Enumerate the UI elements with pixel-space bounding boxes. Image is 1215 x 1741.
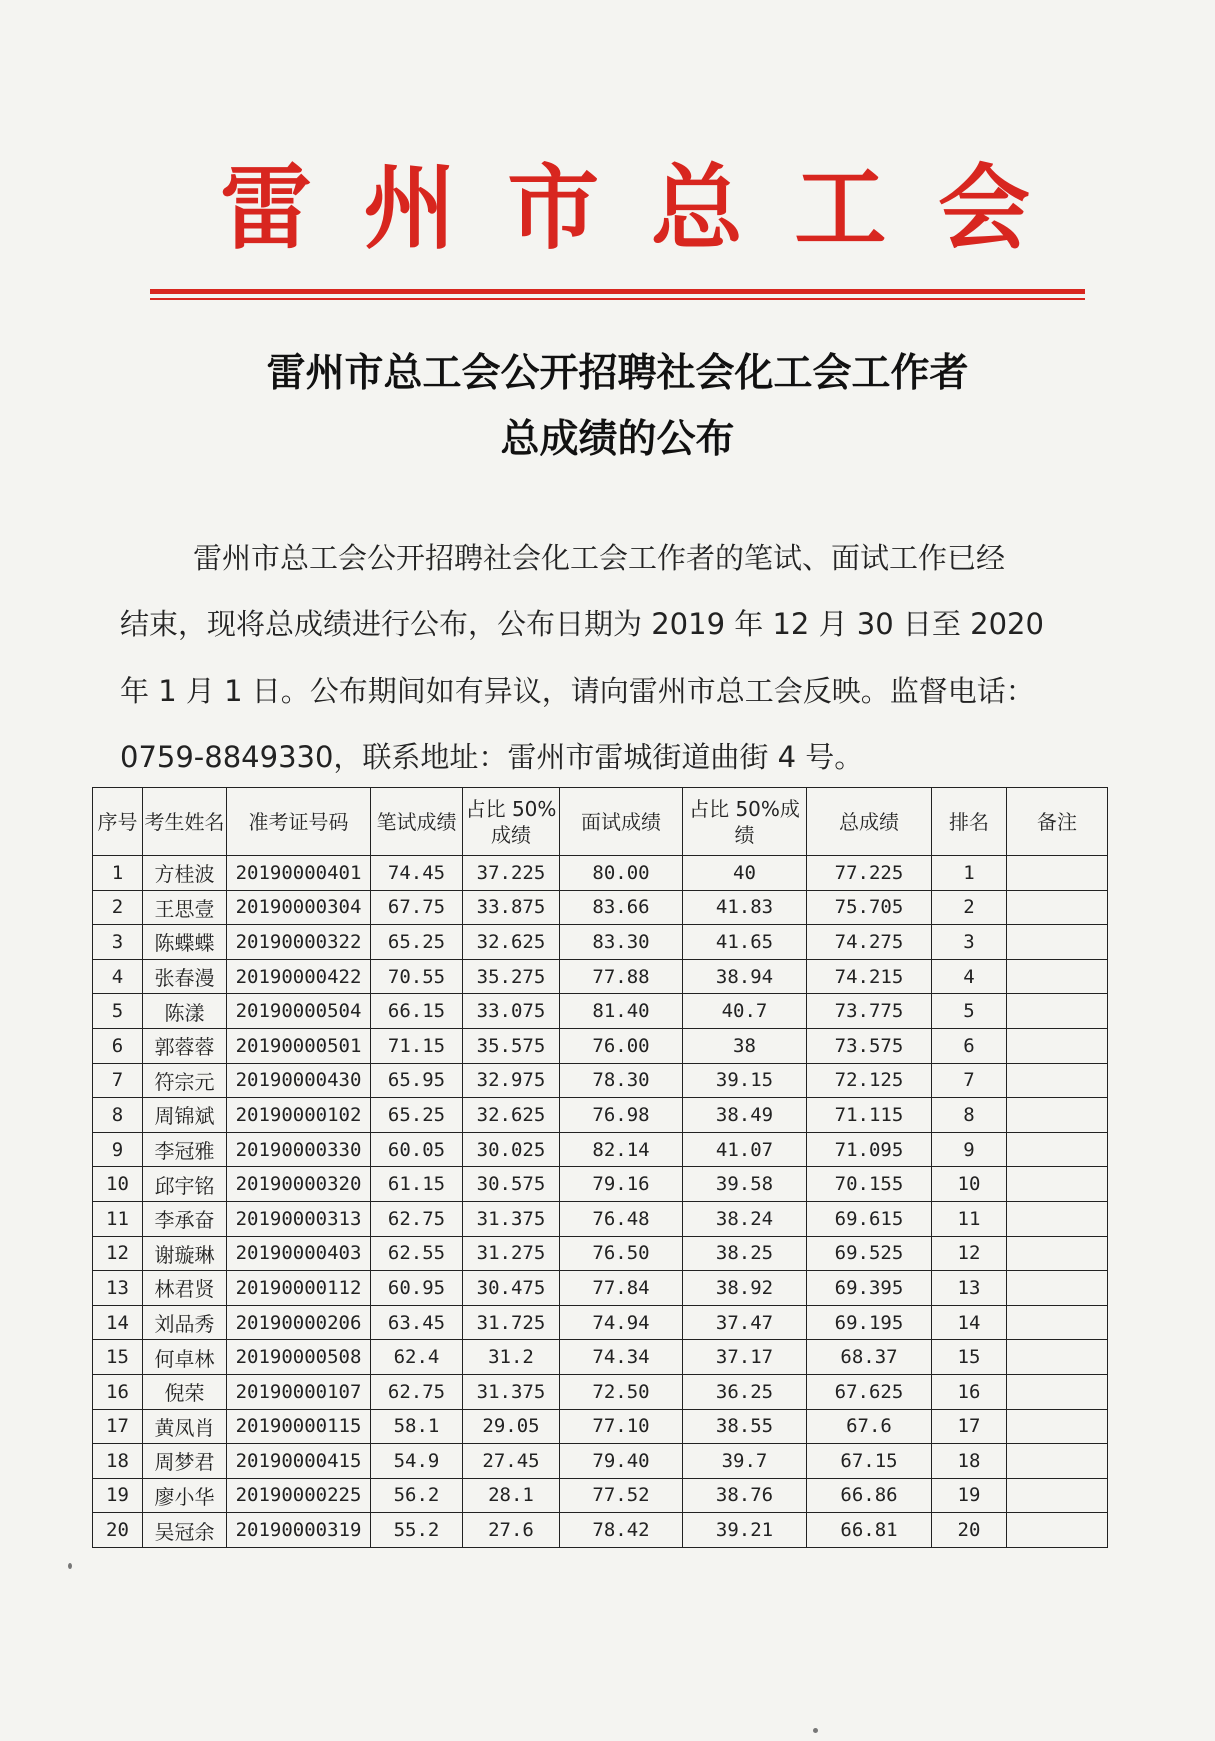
table-cell: 36.25 — [683, 1374, 807, 1409]
table-cell: 68.37 — [807, 1340, 932, 1375]
table-cell — [1007, 1236, 1108, 1271]
table-cell: 38.76 — [683, 1478, 807, 1513]
table-cell — [1007, 1098, 1108, 1133]
table-cell: 6 — [93, 1028, 143, 1063]
table-cell: 吴冠余 — [143, 1513, 227, 1548]
table-cell — [1007, 1132, 1108, 1167]
table-cell: 76.00 — [560, 1028, 683, 1063]
table-cell: 4 — [93, 959, 143, 994]
table-cell: 20190000401 — [227, 856, 371, 891]
table-cell: 16 — [93, 1374, 143, 1409]
letterhead-char: 会 — [937, 154, 1030, 262]
table-cell: 17 — [932, 1409, 1007, 1444]
table-cell: 5 — [93, 994, 143, 1029]
scan-speck — [68, 1563, 72, 1569]
table-cell: 6 — [932, 1028, 1007, 1063]
table-row — [93, 994, 1108, 1029]
table-cell: 林君贤 — [143, 1271, 227, 1306]
table-cell: 38.25 — [683, 1236, 807, 1271]
table-cell: 31.725 — [463, 1305, 560, 1340]
table-cell: 76.48 — [560, 1201, 683, 1236]
column-header: 占比 50%成绩 — [463, 788, 560, 856]
document-title-line2: 总成绩的公布 — [500, 417, 735, 462]
table-cell: 李冠雅 — [143, 1132, 227, 1167]
table-cell: 74.34 — [560, 1340, 683, 1375]
table-cell: 74.94 — [560, 1305, 683, 1340]
table-cell: 69.195 — [807, 1305, 932, 1340]
table-cell — [1007, 1340, 1108, 1375]
table-cell: 7 — [93, 1063, 143, 1098]
table-cell: 方桂波 — [143, 856, 227, 891]
score-table — [92, 787, 1108, 1548]
table-cell: 31.2 — [463, 1340, 560, 1375]
table-row — [93, 1340, 1108, 1375]
table-cell: 刘品秀 — [143, 1305, 227, 1340]
table-cell: 何卓林 — [143, 1340, 227, 1375]
table-cell: 69.525 — [807, 1236, 932, 1271]
table-cell: 54.9 — [371, 1444, 463, 1479]
table-cell: 14 — [932, 1305, 1007, 1340]
table-cell: 5 — [932, 994, 1007, 1029]
table-cell: 66.15 — [371, 994, 463, 1029]
table-cell: 30.475 — [463, 1271, 560, 1306]
table-cell: 13 — [93, 1271, 143, 1306]
table-cell: 79.16 — [560, 1167, 683, 1202]
table-cell: 王思壹 — [143, 890, 227, 925]
table-cell: 10 — [932, 1167, 1007, 1202]
table-cell: 73.775 — [807, 994, 932, 1029]
table-cell: 81.40 — [560, 994, 683, 1029]
table-cell: 74.275 — [807, 925, 932, 960]
table-cell: 20190000330 — [227, 1132, 371, 1167]
table-cell: 32.975 — [463, 1063, 560, 1098]
table-cell: 29.05 — [463, 1409, 560, 1444]
table-cell: 31.275 — [463, 1236, 560, 1271]
table-row — [93, 925, 1108, 960]
table-cell: 廖小华 — [143, 1478, 227, 1513]
table-cell — [1007, 1478, 1108, 1513]
table-cell: 56.2 — [371, 1478, 463, 1513]
table-cell: 38.92 — [683, 1271, 807, 1306]
table-cell: 77.52 — [560, 1478, 683, 1513]
table-cell: 33.875 — [463, 890, 560, 925]
table-cell: 67.625 — [807, 1374, 932, 1409]
column-header: 考生姓名 — [143, 788, 227, 856]
table-cell: 71.15 — [371, 1028, 463, 1063]
table-cell: 符宗元 — [143, 1063, 227, 1098]
table-cell: 77.10 — [560, 1409, 683, 1444]
table-cell: 8 — [93, 1098, 143, 1133]
table-cell: 31.375 — [463, 1201, 560, 1236]
table-cell — [1007, 1444, 1108, 1479]
table-cell: 16 — [932, 1374, 1007, 1409]
table-cell: 78.30 — [560, 1063, 683, 1098]
table-cell — [1007, 959, 1108, 994]
table-body — [93, 856, 1108, 1548]
table-cell: 41.65 — [683, 925, 807, 960]
table-cell: 33.075 — [463, 994, 560, 1029]
org-letterhead — [220, 154, 1030, 262]
table-cell: 7 — [932, 1063, 1007, 1098]
table-cell: 28.1 — [463, 1478, 560, 1513]
table-row — [93, 1098, 1108, 1133]
table-cell: 1 — [93, 856, 143, 891]
table-cell: 20190000415 — [227, 1444, 371, 1479]
table-cell: 8 — [932, 1098, 1007, 1133]
table-cell: 66.86 — [807, 1478, 932, 1513]
table-cell — [1007, 1409, 1108, 1444]
table-cell: 20190000313 — [227, 1201, 371, 1236]
table-cell: 65.25 — [371, 925, 463, 960]
table-cell: 20190000319 — [227, 1513, 371, 1548]
table-cell: 60.95 — [371, 1271, 463, 1306]
table-cell: 30.025 — [463, 1132, 560, 1167]
table-cell: 67.15 — [807, 1444, 932, 1479]
table-cell: 郭蓉蓉 — [143, 1028, 227, 1063]
letterhead-char: 总 — [650, 154, 743, 262]
column-header: 备注 — [1007, 788, 1108, 856]
table-cell: 20190000504 — [227, 994, 371, 1029]
column-header: 笔试成绩 — [371, 788, 463, 856]
table-cell: 12 — [932, 1236, 1007, 1271]
table-row — [93, 1201, 1108, 1236]
table-cell: 62.75 — [371, 1201, 463, 1236]
table-cell: 谢璇琳 — [143, 1236, 227, 1271]
column-header: 总成绩 — [807, 788, 932, 856]
table-cell: 38.24 — [683, 1201, 807, 1236]
table-cell: 38.94 — [683, 959, 807, 994]
table-cell: 75.705 — [807, 890, 932, 925]
table-cell: 76.98 — [560, 1098, 683, 1133]
body-text-line: 雷州市总工会公开招聘社会化工会工作者的笔试、面试工作已经 — [193, 541, 1006, 575]
table-cell: 73.575 — [807, 1028, 932, 1063]
table-cell: 1 — [932, 856, 1007, 891]
table-cell: 20190000225 — [227, 1478, 371, 1513]
table-cell: 62.4 — [371, 1340, 463, 1375]
table-cell: 71.115 — [807, 1098, 932, 1133]
column-header: 占比 50%成绩 — [683, 788, 807, 856]
table-cell: 60.05 — [371, 1132, 463, 1167]
table-cell: 67.6 — [807, 1409, 932, 1444]
column-header: 准考证号码 — [227, 788, 371, 856]
table-cell: 20 — [93, 1513, 143, 1548]
table-cell: 37.225 — [463, 856, 560, 891]
table-cell: 18 — [932, 1444, 1007, 1479]
table-cell: 20190000501 — [227, 1028, 371, 1063]
table-row — [93, 1374, 1108, 1409]
table-cell — [1007, 1271, 1108, 1306]
table-cell: 邱宇铭 — [143, 1167, 227, 1202]
table-cell: 69.395 — [807, 1271, 932, 1306]
table-cell: 20190000322 — [227, 925, 371, 960]
table-cell: 12 — [93, 1236, 143, 1271]
table-cell: 9 — [932, 1132, 1007, 1167]
body-text-line: 0759-8849330，联系地址：雷州市雷城街道曲街 4 号。 — [120, 740, 864, 774]
table-cell: 77.84 — [560, 1271, 683, 1306]
table-cell: 40.7 — [683, 994, 807, 1029]
table-cell: 83.66 — [560, 890, 683, 925]
table-cell: 张春漫 — [143, 959, 227, 994]
table-cell: 31.375 — [463, 1374, 560, 1409]
table-row — [93, 1444, 1108, 1479]
table-cell — [1007, 925, 1108, 960]
table-cell: 周梦君 — [143, 1444, 227, 1479]
table-cell: 20 — [932, 1513, 1007, 1548]
column-header: 序号 — [93, 788, 143, 856]
table-cell: 15 — [93, 1340, 143, 1375]
table-cell: 20190000430 — [227, 1063, 371, 1098]
table-cell: 32.625 — [463, 925, 560, 960]
table-cell: 32.625 — [463, 1098, 560, 1133]
table-cell — [1007, 1374, 1108, 1409]
table-cell: 58.1 — [371, 1409, 463, 1444]
table-cell: 20190000112 — [227, 1271, 371, 1306]
table-cell: 41.07 — [683, 1132, 807, 1167]
table-row — [93, 890, 1108, 925]
document-title-line1: 雷州市总工会公开招聘社会化工会工作者 — [266, 351, 969, 396]
table-cell: 2 — [932, 890, 1007, 925]
table-cell: 李承奋 — [143, 1201, 227, 1236]
table-cell: 55.2 — [371, 1513, 463, 1548]
table-cell: 83.30 — [560, 925, 683, 960]
table-cell: 70.55 — [371, 959, 463, 994]
table-cell: 82.14 — [560, 1132, 683, 1167]
table-cell: 27.6 — [463, 1513, 560, 1548]
table-cell: 3 — [932, 925, 1007, 960]
table-row — [93, 1271, 1108, 1306]
scan-speck — [813, 1728, 818, 1733]
table-cell: 9 — [93, 1132, 143, 1167]
table-cell: 39.15 — [683, 1063, 807, 1098]
table-cell: 38 — [683, 1028, 807, 1063]
table-cell: 30.575 — [463, 1167, 560, 1202]
table-cell: 70.155 — [807, 1167, 932, 1202]
table-cell: 35.275 — [463, 959, 560, 994]
table-cell: 77.88 — [560, 959, 683, 994]
table-row — [93, 856, 1108, 891]
table-cell — [1007, 1028, 1108, 1063]
table-cell — [1007, 1305, 1108, 1340]
letterhead-rule-thick — [150, 289, 1085, 294]
table-cell: 27.45 — [463, 1444, 560, 1479]
table-cell: 76.50 — [560, 1236, 683, 1271]
table-cell — [1007, 890, 1108, 925]
table-cell: 14 — [93, 1305, 143, 1340]
table-row — [93, 1409, 1108, 1444]
table-cell: 18 — [93, 1444, 143, 1479]
table-cell: 20190000206 — [227, 1305, 371, 1340]
table-cell — [1007, 1513, 1108, 1548]
table-cell: 37.47 — [683, 1305, 807, 1340]
letterhead-char: 工 — [794, 154, 887, 262]
letterhead-char: 市 — [507, 154, 600, 262]
column-header: 面试成绩 — [560, 788, 683, 856]
table-cell: 19 — [932, 1478, 1007, 1513]
table-cell: 74.45 — [371, 856, 463, 891]
table-cell: 72.125 — [807, 1063, 932, 1098]
table-cell: 20190000102 — [227, 1098, 371, 1133]
table-cell: 74.215 — [807, 959, 932, 994]
table-cell: 11 — [932, 1201, 1007, 1236]
table-cell: 20190000320 — [227, 1167, 371, 1202]
table-cell — [1007, 994, 1108, 1029]
table-row — [93, 1305, 1108, 1340]
table-cell: 61.15 — [371, 1167, 463, 1202]
table-cell: 41.83 — [683, 890, 807, 925]
table-cell: 65.25 — [371, 1098, 463, 1133]
table-cell — [1007, 856, 1108, 891]
column-header: 排名 — [932, 788, 1007, 856]
table-cell: 65.95 — [371, 1063, 463, 1098]
table-cell: 67.75 — [371, 890, 463, 925]
table-cell: 39.58 — [683, 1167, 807, 1202]
table-cell: 3 — [93, 925, 143, 960]
table-cell: 周锦斌 — [143, 1098, 227, 1133]
table-header-row — [93, 788, 1108, 856]
table-cell: 20190000115 — [227, 1409, 371, 1444]
table-row — [93, 1236, 1108, 1271]
table-cell: 19 — [93, 1478, 143, 1513]
table-cell: 40 — [683, 856, 807, 891]
body-text-line: 结束，现将总成绩进行公布，公布日期为 2019 年 12 月 30 日至 2020 — [120, 607, 1044, 641]
table-cell: 39.7 — [683, 1444, 807, 1479]
table-cell: 69.615 — [807, 1201, 932, 1236]
table-cell: 72.50 — [560, 1374, 683, 1409]
letterhead-char: 州 — [363, 154, 456, 262]
table-cell: 黄凤肖 — [143, 1409, 227, 1444]
table-cell: 2 — [93, 890, 143, 925]
table-cell: 11 — [93, 1201, 143, 1236]
table-cell: 35.575 — [463, 1028, 560, 1063]
table-row — [93, 1063, 1108, 1098]
letterhead-char: 雷 — [220, 154, 313, 262]
table-cell: 62.75 — [371, 1374, 463, 1409]
table-row — [93, 1132, 1108, 1167]
table-cell: 15 — [932, 1340, 1007, 1375]
table-cell: 20190000422 — [227, 959, 371, 994]
table-cell: 陈漾 — [143, 994, 227, 1029]
table-cell: 79.40 — [560, 1444, 683, 1479]
table-cell: 20190000107 — [227, 1374, 371, 1409]
table-row — [93, 1478, 1108, 1513]
table-cell: 20190000304 — [227, 890, 371, 925]
table-row — [93, 1167, 1108, 1202]
table-cell: 17 — [93, 1409, 143, 1444]
table-cell: 39.21 — [683, 1513, 807, 1548]
table-row — [93, 1513, 1108, 1548]
table-cell: 13 — [932, 1271, 1007, 1306]
table-row — [93, 1028, 1108, 1063]
table-cell — [1007, 1063, 1108, 1098]
table-cell: 陈蝶蝶 — [143, 925, 227, 960]
table-cell: 80.00 — [560, 856, 683, 891]
table-cell: 10 — [93, 1167, 143, 1202]
table-cell: 20190000403 — [227, 1236, 371, 1271]
table-cell: 4 — [932, 959, 1007, 994]
table-cell: 38.55 — [683, 1409, 807, 1444]
table-cell: 37.17 — [683, 1340, 807, 1375]
table-cell: 71.095 — [807, 1132, 932, 1167]
table-cell: 38.49 — [683, 1098, 807, 1133]
table-cell: 63.45 — [371, 1305, 463, 1340]
table-cell: 20190000508 — [227, 1340, 371, 1375]
table-row — [93, 959, 1108, 994]
table-cell: 77.225 — [807, 856, 932, 891]
table-cell — [1007, 1201, 1108, 1236]
body-text-line: 年 1 月 1 日。公布期间如有异议，请向雷州市总工会反映。监督电话： — [120, 674, 1035, 708]
table-cell: 62.55 — [371, 1236, 463, 1271]
table-cell — [1007, 1167, 1108, 1202]
table-cell: 66.81 — [807, 1513, 932, 1548]
letterhead-rule-thin — [150, 298, 1085, 300]
table-cell: 78.42 — [560, 1513, 683, 1548]
table-cell: 倪荣 — [143, 1374, 227, 1409]
